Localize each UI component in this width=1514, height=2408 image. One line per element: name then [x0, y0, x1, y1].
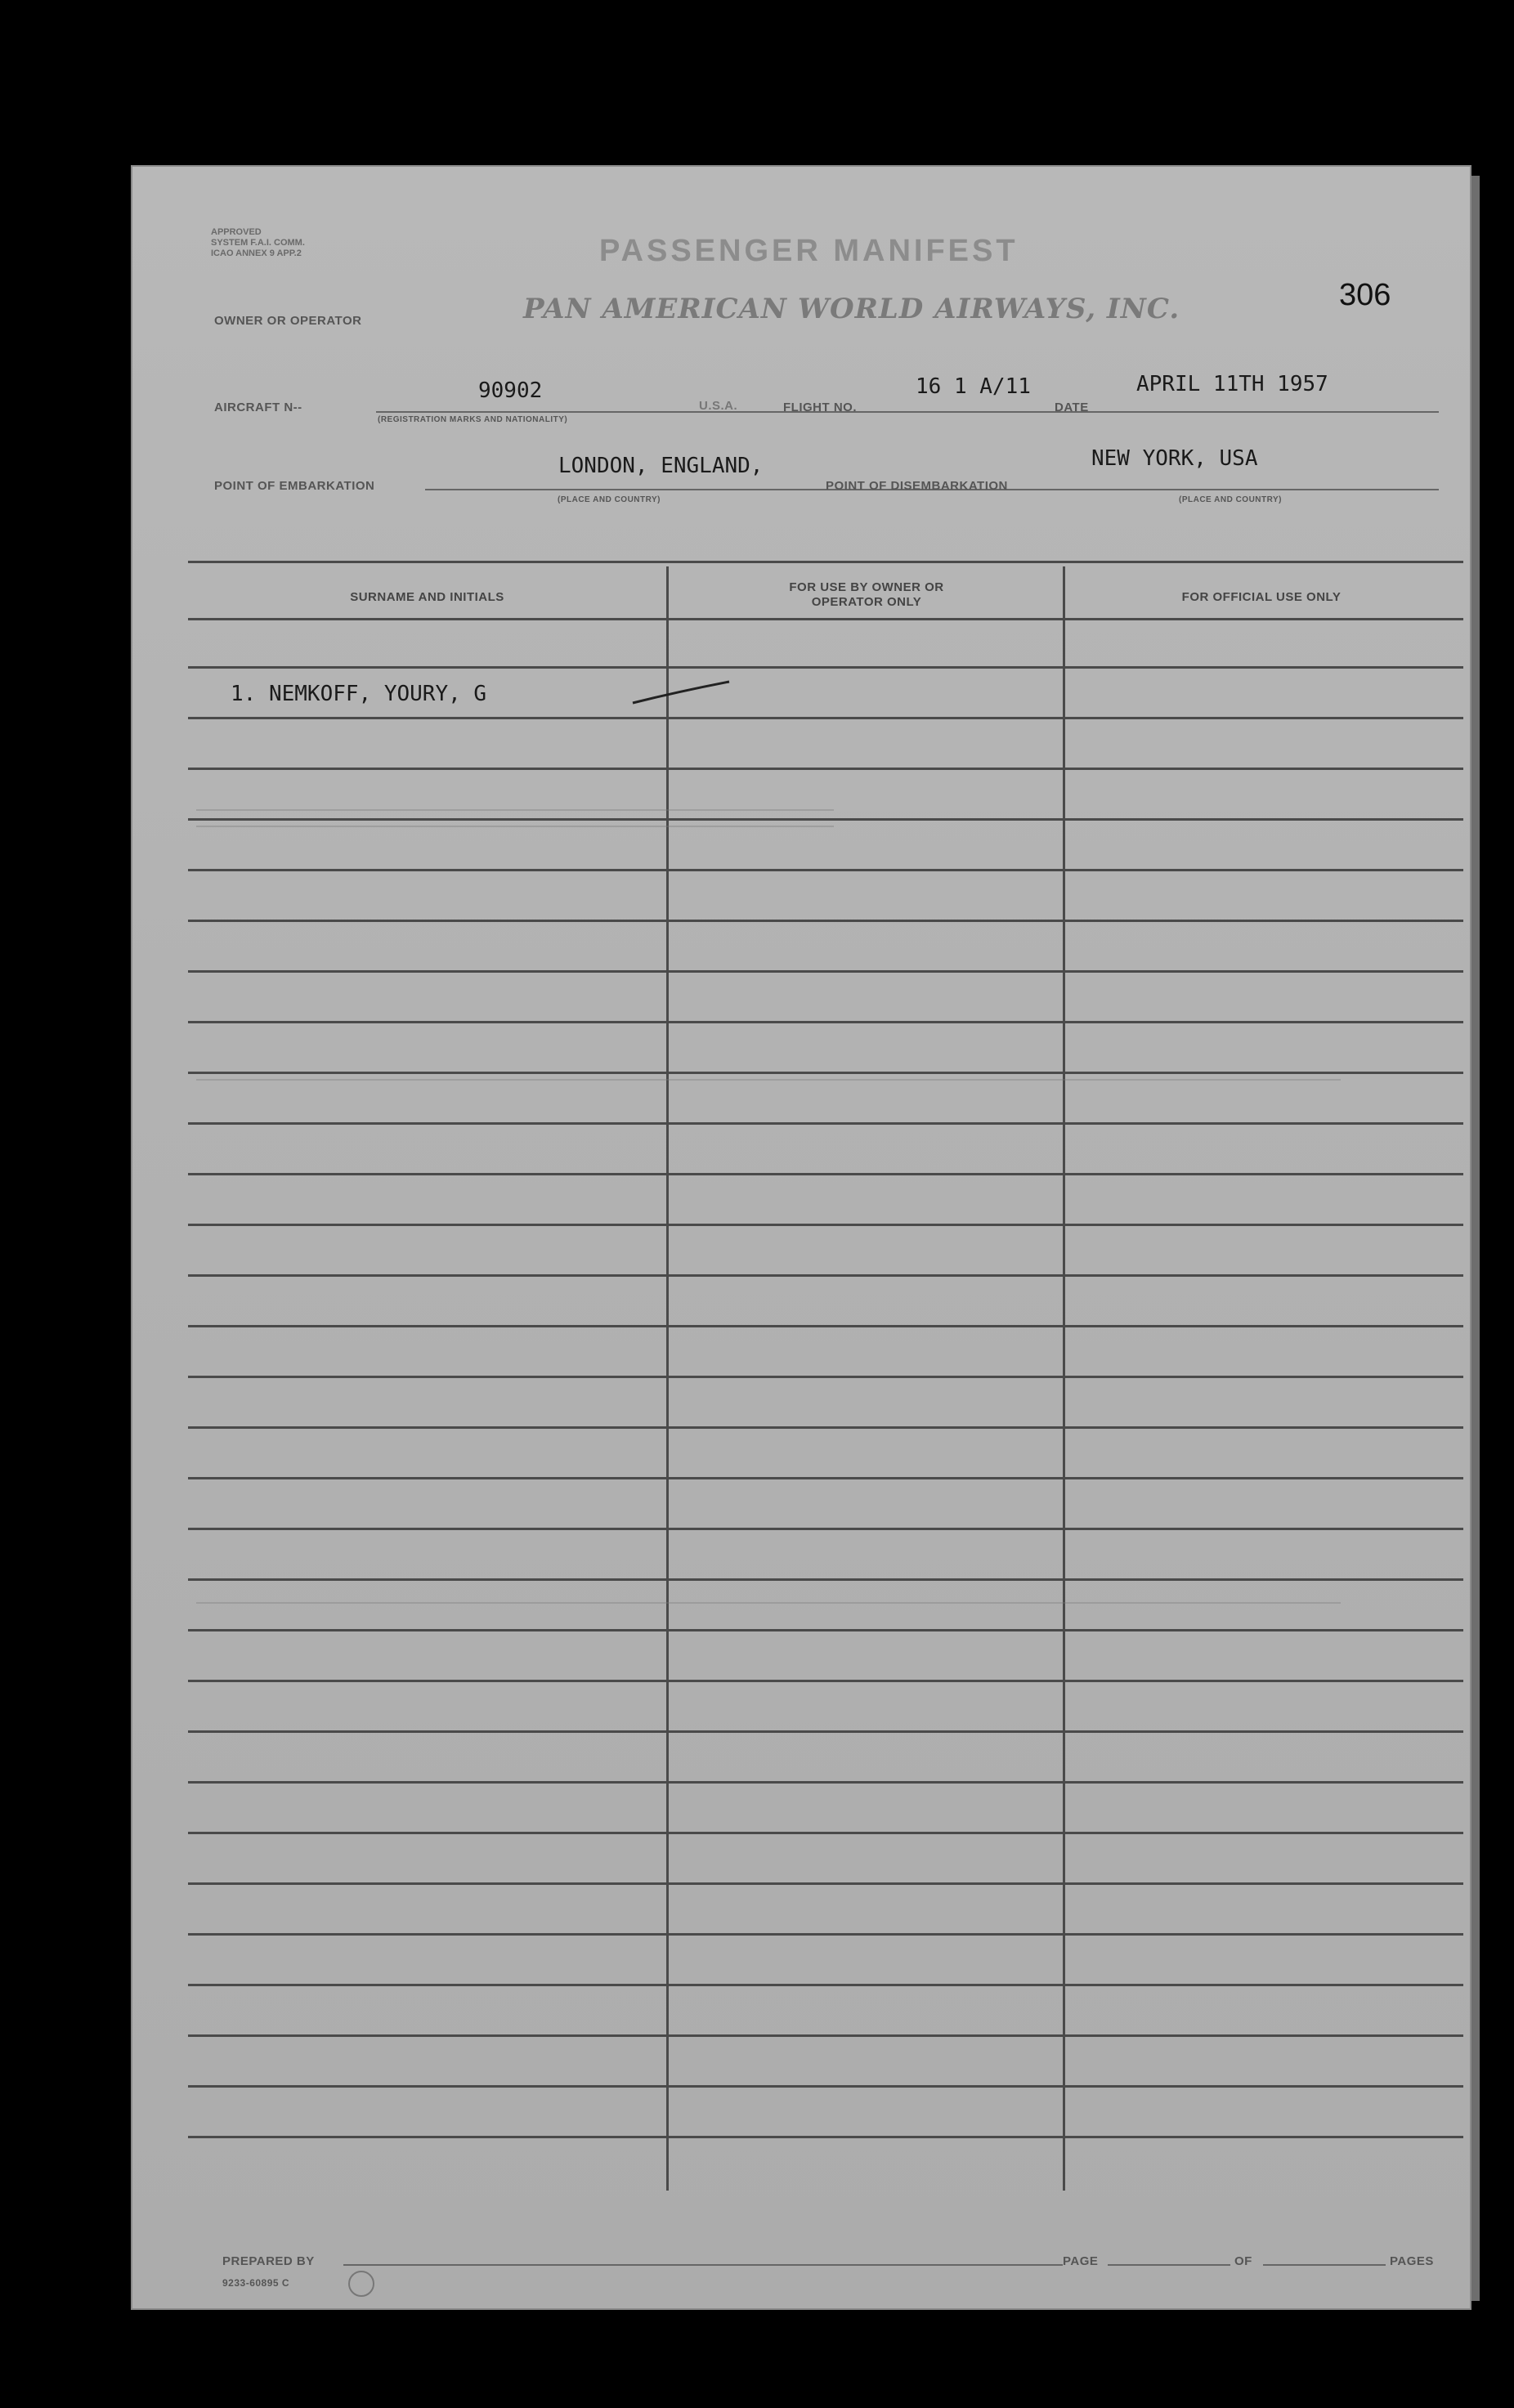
table-row-rule — [188, 1173, 1463, 1175]
table-row-rule — [188, 717, 1463, 719]
union-label-seal — [348, 2271, 374, 2297]
column-header-operator: FOR USE BY OWNER OR OPERATOR ONLY — [789, 580, 944, 609]
column-header-official: FOR OFFICIAL USE ONLY — [1181, 590, 1342, 604]
table-row-rule — [188, 1730, 1463, 1733]
pages-label: PAGES — [1390, 2254, 1434, 2268]
flight-no-value: 16 1 A/11 — [916, 374, 1031, 399]
table-row-rule — [188, 1224, 1463, 1226]
table-row-rule — [188, 1072, 1463, 1074]
registration-caption: (REGISTRATION MARKS AND NATIONALITY) — [378, 415, 568, 424]
owner-value: PAN AMERICAN WORLD AIRWAYS, INC. — [523, 293, 1180, 325]
embarkation-value: LONDON, ENGLAND, — [558, 454, 764, 478]
disembarkation-value: NEW YORK, USA — [1091, 446, 1258, 471]
owner-label: OWNER OR OPERATOR — [214, 314, 362, 328]
table-row-rule — [188, 1933, 1463, 1936]
approved-stamp — [211, 227, 305, 259]
pen-check-mark — [629, 675, 736, 708]
embarkation-caption: (PLACE AND COUNTRY) — [558, 495, 661, 504]
table-row-rule — [188, 1781, 1463, 1784]
bleed-through-mark — [196, 826, 834, 827]
table-row-rule — [188, 2085, 1463, 2088]
table-row-rule — [188, 818, 1463, 821]
passenger-entry: 1. NEMKOFF, YOURY, G — [231, 682, 487, 706]
page-underline — [1108, 2264, 1230, 2266]
disembarkation-caption: (PLACE AND COUNTRY) — [1179, 495, 1282, 504]
table-row-rule — [188, 1122, 1463, 1125]
table-row-rule — [188, 618, 1463, 620]
table-row-rule — [188, 1477, 1463, 1479]
table-row-rule — [188, 1984, 1463, 1986]
table-row-rule — [188, 1578, 1463, 1581]
table-row-rule — [188, 1882, 1463, 1885]
table-row-rule — [188, 666, 1463, 669]
registration-value: 90902 — [478, 378, 543, 403]
table-row-rule — [188, 2136, 1463, 2138]
sheet-edge — [1471, 176, 1480, 2301]
of-label: OF — [1234, 2254, 1252, 2268]
form-title: PASSENGER MANIFEST — [599, 234, 1019, 268]
column-header-surname: SURNAME AND INITIALS — [350, 590, 504, 604]
table-row-rule — [188, 2034, 1463, 2037]
table-row-rule — [188, 920, 1463, 922]
nationality-value: U.S.A. — [699, 399, 738, 413]
of-underline — [1263, 2264, 1386, 2266]
table-row-rule — [188, 1528, 1463, 1530]
table-row-rule — [188, 1426, 1463, 1429]
prepared-label: PREPARED BY — [222, 2254, 315, 2268]
table-row-rule — [188, 1021, 1463, 1023]
table-row-rule — [188, 869, 1463, 871]
bleed-through-mark — [196, 1602, 1341, 1604]
table-row-rule — [188, 1274, 1463, 1277]
page-label: PAGE — [1063, 2254, 1099, 2268]
page-number: 306 — [1339, 278, 1391, 312]
table-row-rule — [188, 1629, 1463, 1631]
table-row-rule — [188, 1376, 1463, 1378]
aircraft-underline — [376, 411, 1439, 413]
prepared-underline — [343, 2264, 1063, 2266]
table-top-rule — [188, 561, 1463, 563]
form-code: 9233-60895 C — [222, 2277, 290, 2289]
approved-line-2: SYSTEM F.A.I. COMM. — [211, 238, 305, 248]
table-row-rule — [188, 970, 1463, 973]
embarkation-label: POINT OF EMBARKATION — [214, 479, 375, 493]
bleed-through-mark — [196, 1079, 1341, 1081]
approved-line-3: ICAO ANNEX 9 APP.2 — [211, 248, 302, 258]
table-row-rule — [188, 1832, 1463, 1834]
approved-line-1: APPROVED — [211, 227, 262, 237]
flight-no-label: FLIGHT NO. — [783, 401, 857, 414]
table-row-rule — [188, 768, 1463, 770]
disembarkation-label: POINT OF DISEMBARKATION — [826, 479, 1008, 493]
table-row-rule — [188, 1680, 1463, 1682]
bleed-through-mark — [196, 809, 834, 811]
date-label: DATE — [1055, 401, 1089, 414]
aircraft-label: AIRCRAFT N-- — [214, 401, 302, 414]
table-row-rule — [188, 1325, 1463, 1327]
date-value: APRIL 11TH 1957 — [1136, 372, 1328, 396]
column-divider-2 — [1063, 566, 1065, 2191]
